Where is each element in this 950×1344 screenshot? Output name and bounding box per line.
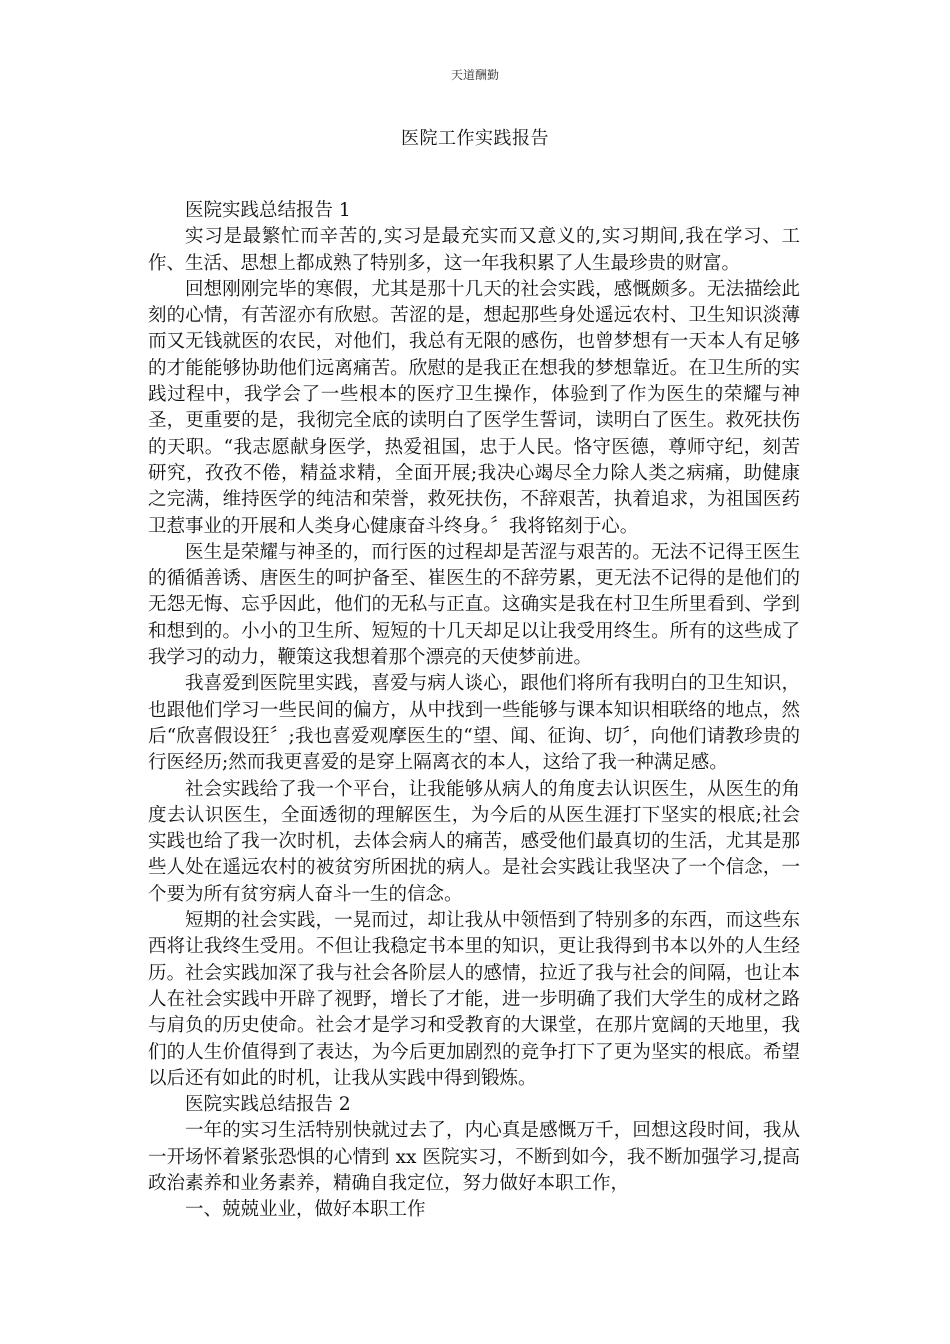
section-heading-1: 医院实践总结报告 1 (185, 200, 351, 221)
section-heading-2: 医院实践总结报告 2 (185, 1094, 351, 1116)
subsection-heading-1: 一、兢兢业业，做好本职工作 (185, 1199, 426, 1221)
paragraph-4: 我喜爱到医院里实践，喜爱与病人谈心，跟他们将所有我明白的卫生知识，也跟他们学习一些民间的偏方，从中找到一些能够与课本知识相联络的地点，然后“欣喜假设狂〞;我也喜爱观摩医生的“望、闻、征询、切〞，向他们请教珍贵的行医经历;然而我更喜爱的是穿上隔离衣的本人，这给了我一种满足感。 (148, 673, 800, 774)
paragraph-1: 实习是最繁忙而辛苦的,实习是最充实而又意义的,实习期间,我在学习、工作、生活、思想上都成熟了特别多，这一年我积累了人生最珍贵的财富。 (148, 226, 800, 274)
paragraph-6: 短期的社会实践，一晃而过，却让我从中领悟到了特别多的东西，而这些东西将让我终生受用。不但让我稳定书本里的知识，更让我得到书本以外的人生经历。社会实践加深了我与社会各阶层人的感情，拉近了我与社会的间隔，也让本人在社会实践中开辟了视野，增长了才能，进一步明确了我们大学生的成材之路与肩负的历史使命。社会才是学习和受教育的大课堂，在那片宽阔的天地里，我们的人生价值得到了表达，为今后更加剧烈的竞争打下了更为坚实的根底。希望以后还有如此的时机，让我从实践中得到锻炼。 (148, 910, 800, 1089)
paragraph-3: 医生是荣耀与神圣的，而行医的过程却是苦涩与艰苦的。无法不记得王医生的循循善诱、唐医生的呵护备至、崔医生的不辞劳累，更无法不记得的是他们的无怨无悔、忘乎因此，他们的无私与正直。这确实是我在村卫生所里看到、学到和想到的。小小的卫生所、短短的十几天却足以让我受用终生。所有的这些成了我学习的动力，鞭策这我想着那个漂亮的天使梦前进。 (148, 541, 800, 669)
document-body (148, 198, 800, 1224)
paragraph-5: 社会实践给了我一个平台，让我能够从病人的角度去认识医生，从医生的角度去认识医生，全面透彻的理解医生，为今后的从医生涯打下坚实的根底;社会实践也给了我一次时机，去体会病人的痛苦，感受他们最真切的生活，尤其是那些人处在遥远农村的被贫穷所困扰的病人。是社会实践让我坚决了一个信念，一个要为所有贫穷病人奋斗一生的信念。 (148, 778, 800, 905)
paragraph-7: 一年的实习生活特别快就过去了，内心真是感慨万千，回想这段时间，我从一开场怀着紧张恐惧的心情到 xx 医院实习，不断到如今，我不断加强学习,提高政治素养和业务素养，精确自我定位，努力做好本职工作， (148, 1120, 800, 1194)
document-title: 医院工作实践报告 (401, 128, 549, 149)
page-header: 天道酬勤 (450, 68, 499, 82)
paragraph-2: 回想刚刚完毕的寒假，尤其是那十几天的社会实践，感慨颇多。无法描绘此刻的心情，有苦涩亦有欣慰。苦涩的是，想起那些身处遥远农村、卫生知识淡薄而又无钱就医的农民，对他们，我总有无限的感伤，也曾梦想有一天本人有足够的才能能够协助他们远离痛苦。欣慰的是我正在想我的梦想靠近。在卫生所的实践过程中，我学会了一些根本的医疗卫生操作，体验到了作为医生的荣耀与神圣，更重要的是，我彻完全底的读明白了医学生誓词，读明白了医生。救死扶伤的天职。“我志愿献身医学，热爱祖国，忠于人民。恪守医德，尊师守纪，刻苦研究，孜孜不倦，精益求精，全面开展;我决心竭尽全力除人类之病痛，助健康之完满，维持医学的纯洁和荣誉，救死扶伤，不辞艰苦，执着追求，为祖国医药卫惹事业的开展和人类身心健康奋斗终身。〞我将铭刻于心。 (148, 278, 800, 537)
